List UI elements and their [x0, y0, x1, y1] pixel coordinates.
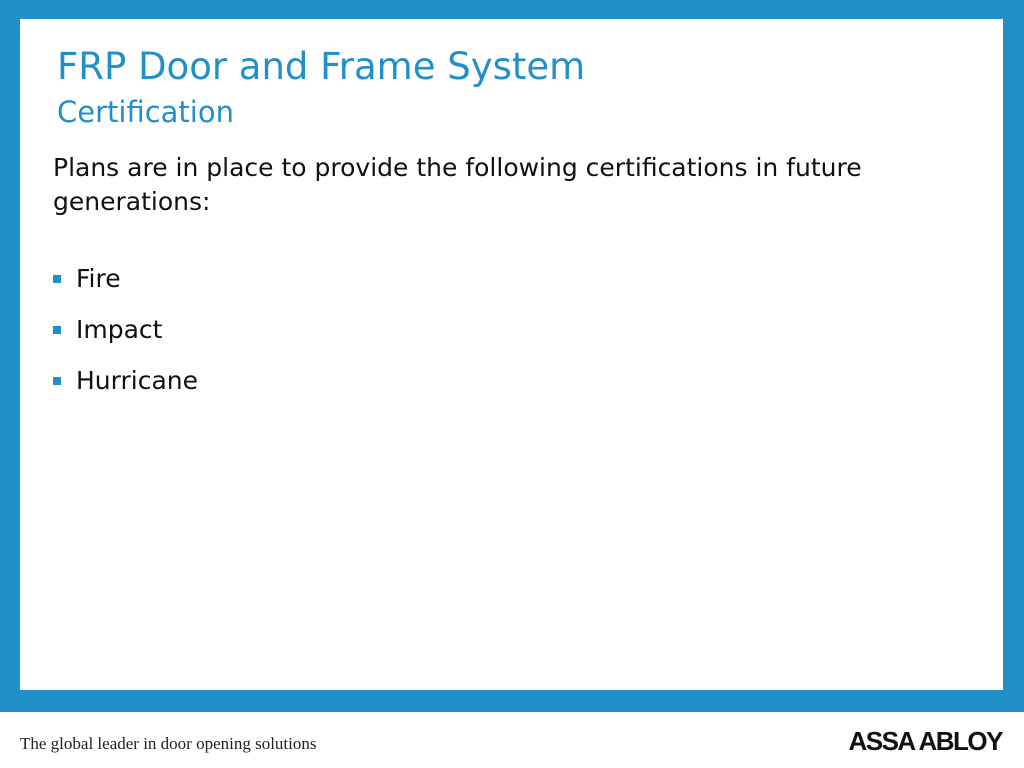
bullet-label: Impact: [76, 315, 163, 344]
footer-tagline: The global leader in door opening solutions: [20, 734, 317, 753]
square-bullet-icon: [53, 326, 61, 334]
bullet-label: Hurricane: [76, 366, 198, 395]
slide-canvas: [20, 19, 1003, 690]
bullet-item-impact: [53, 313, 198, 364]
slide-intro-text: Plans are in place to provide the following certifications in future generations:: [53, 153, 862, 216]
assa-abloy-logo: ASSA ABLOY: [848, 726, 1002, 756]
bullet-list: [53, 262, 198, 415]
bullet-label: Fire: [76, 264, 121, 293]
slide-subtitle: Certification: [57, 95, 234, 129]
slide-title: FRP Door and Frame System: [57, 45, 586, 88]
bullet-item-fire: [53, 262, 198, 313]
square-bullet-icon: [53, 377, 61, 385]
bullet-item-hurricane: [53, 364, 198, 415]
square-bullet-icon: [53, 275, 61, 283]
